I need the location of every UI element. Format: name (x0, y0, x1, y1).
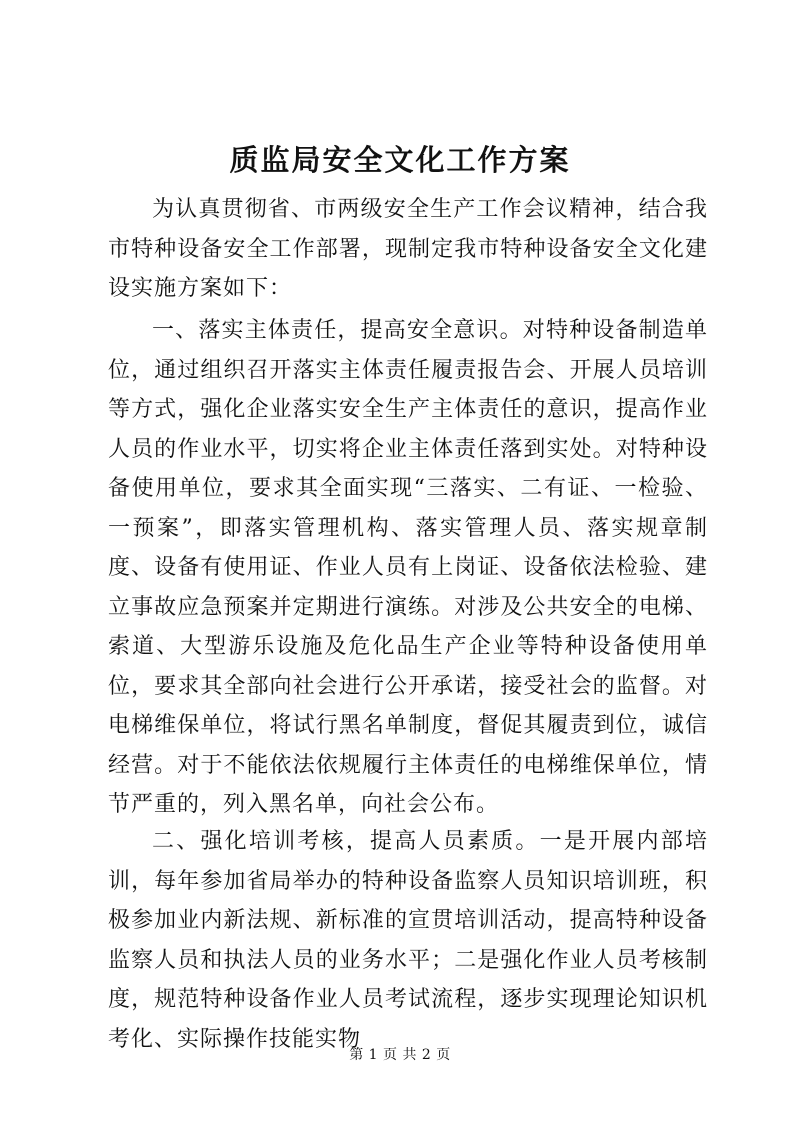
paragraph-section-two (108, 822, 708, 1059)
paragraph-intro (108, 190, 708, 309)
paragraph-section-one (108, 311, 708, 825)
paragraph-text: 为认真贯彻省、市两级安全生产工作会议精神，结合我市特种设备安全工作部署，现制定我市特种设备安全文化建设实施方案如下： (108, 197, 708, 301)
page-indicator: 第 1 页 共 2 页 (349, 1047, 451, 1063)
paragraph-text: 二、强化培训考核，提高人员素质。一是开展内部培训，每年参加省局举办的特种设备监察人员知识培训班，积极参加业内新法规、新标准的宣贯培训活动，提高特种设备监察人员和执法人员的业务水平；二是强化作业人员考核制度，规范特种设备作业人员考试流程，逐步实现理论知识机考化、实际操作技能实物 (108, 829, 708, 1052)
document-title: 质监局安全文化工作方案 (229, 143, 571, 177)
paragraph-text: 一、落实主体责任，提高安全意识。对特种设备制造单位，通过组织召开落实主体责任履责报告会、开展人员培训等方式，强化企业落实安全生产主体责任的意识，提高作业人员的作业水平，切实将企业主体责任落到实处。对特种设备使用单位，要求其全面实现“三落实、二有证、一检验、一预案”，即落实管理机构、落实管理人员、落实规章制度、设备有使用证、作业人员有上岗证、设备依法检验、建立事故应急预案并定期进行演练。对涉及公共安全的电梯、索道、大型游乐设施及危化品生产企业等特种设备使用单位，要求其全部向社会进行公开承诺，接受社会的监督。对电梯维保单位，将试行黑名单制度，督促其履责到位，诚信经营。对于不能依法依规履行主体责任的电梯维保单位，情节严重的，列入黑名单，向社会公布。 (108, 318, 708, 817)
